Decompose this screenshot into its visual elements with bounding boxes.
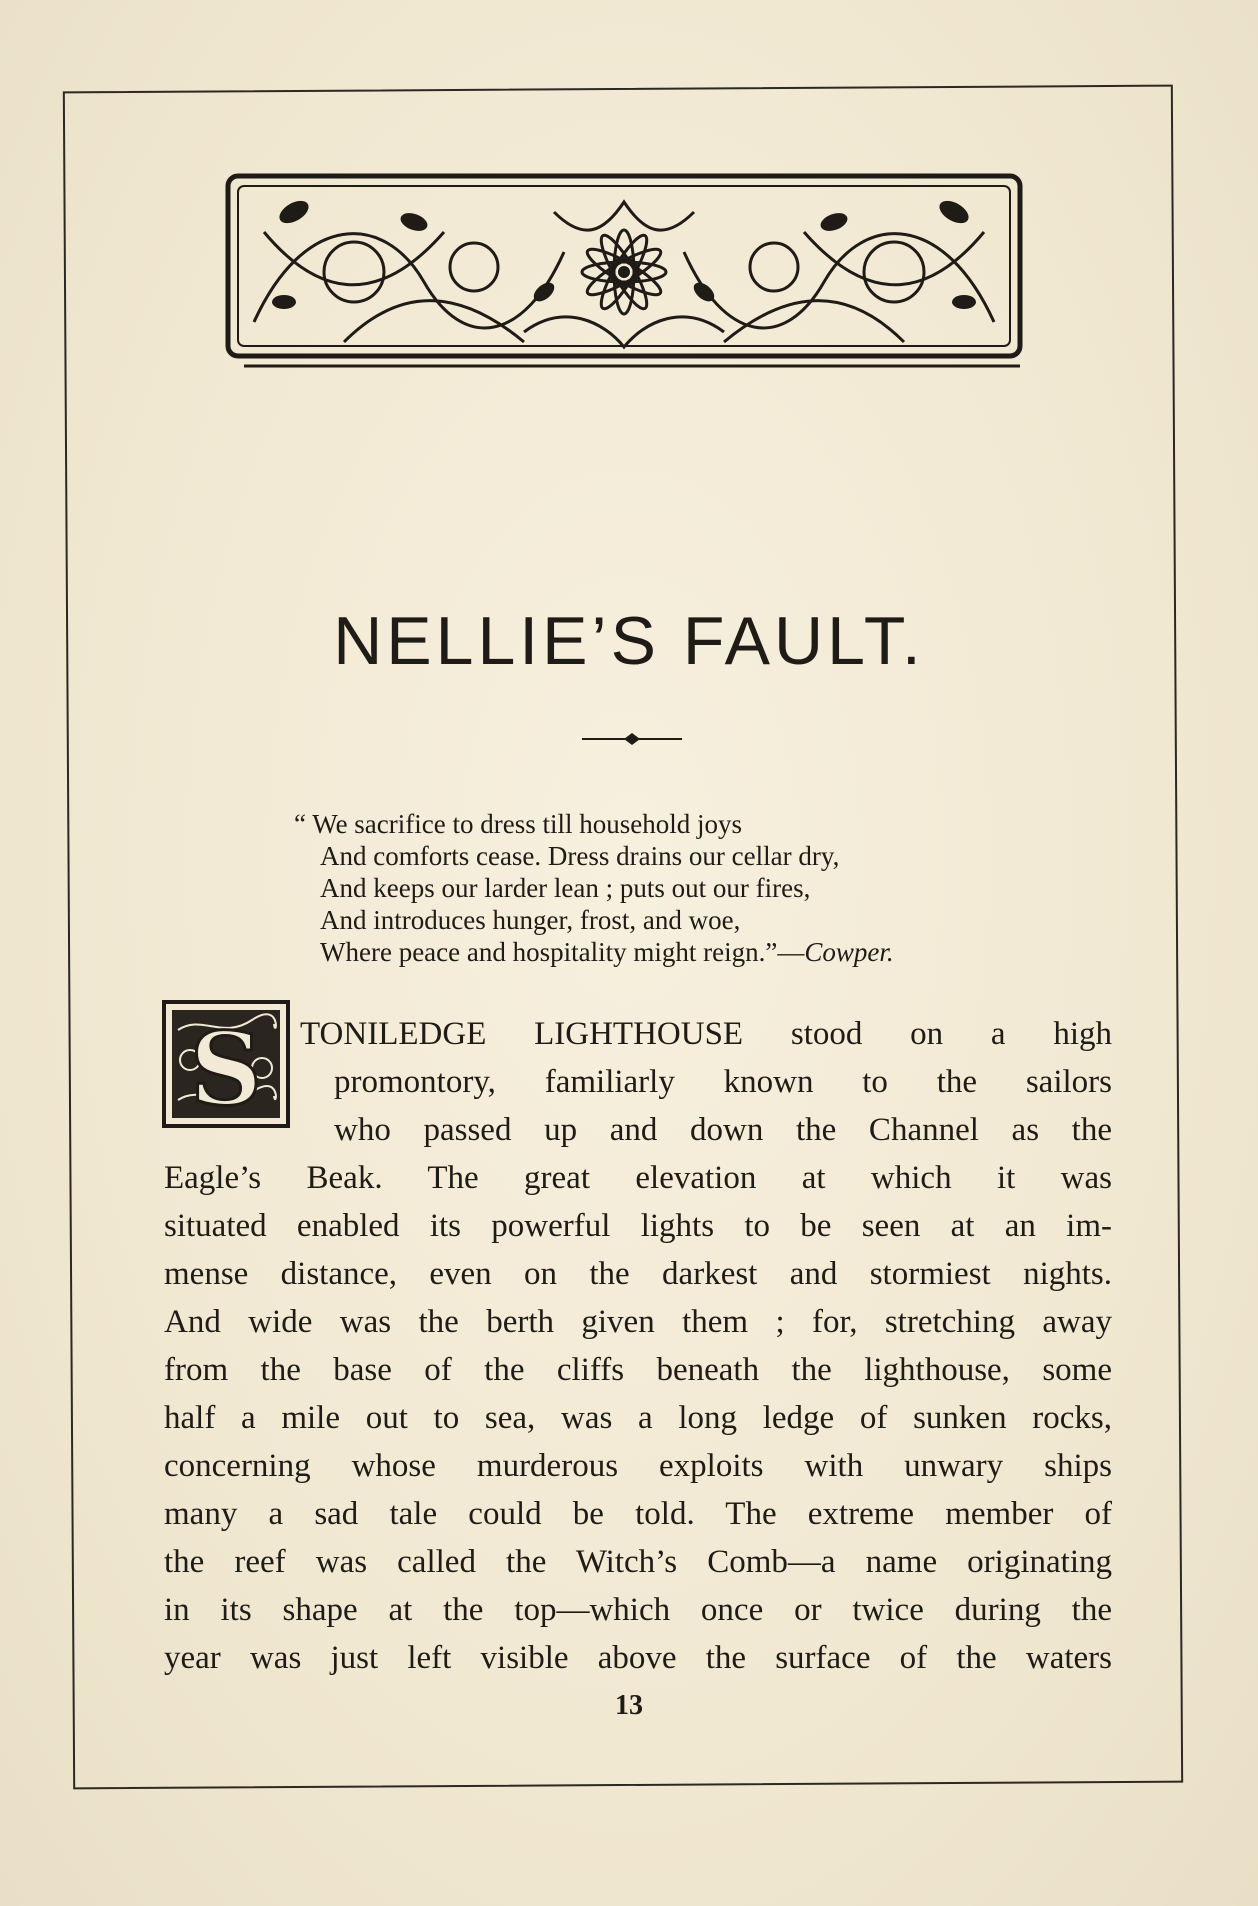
body-line: year was just left visible above the surface of the waters [164,1640,1112,1676]
epigraph-line: And comforts cease. Dress drains our cellar dry, [320,841,840,871]
body-line: situated enabled its powerful lights to be seen at an im- [164,1208,1112,1244]
body-line: the reef was called the Witch’s Comb—a name originating [164,1544,1112,1580]
body-line: concerning whose murderous exploits with unwary ships [164,1448,1112,1484]
body-line: in its shape at the top—which once or twice during the [164,1592,1112,1628]
body-line: half a mile out to sea, was a long ledge of sunken rocks, [164,1400,1112,1436]
body-line: And wide was the berth given them ; for, stretching away [164,1304,1112,1340]
title-divider [582,732,682,746]
body-line: promontory, familiarly known to the sailors [334,1064,1112,1100]
body-line: from the base of the cliffs beneath the lighthouse, some [164,1352,1112,1388]
drop-cap-letter: S [189,1010,263,1128]
epigraph-last-line: Where peace and hospitality might reign.”— [320,937,805,967]
body-line: Eagle’s Beak. The great elevation at which it was [164,1160,1112,1196]
floral-headpiece-ornament [224,172,1024,374]
body-text [164,1010,1112,1682]
page-number: 13 [615,1690,643,1721]
epigraph-line [294,936,1094,968]
chapter-title: NELLIE’S FAULT. [333,603,925,679]
body-line: mense distance, even on the darkest and stormiest nights. [164,1256,1112,1292]
body-line: who passed up and down the Channel as the [334,1112,1112,1148]
epigraph [294,808,1094,968]
epigraph-line: “ We sacrifice to dress till household joys [294,809,742,839]
epigraph-line: And keeps our larder lean ; puts out our fires, [320,873,811,903]
epigraph-author: Cowper. [804,937,894,967]
body-line: many a sad tale could be told. The extreme member of [164,1496,1112,1532]
epigraph-line: And introduces hunger, frost, and woe, [320,905,741,935]
body-line: TONILEDGE LIGHTHOUSE stood on a high [300,1016,1112,1052]
